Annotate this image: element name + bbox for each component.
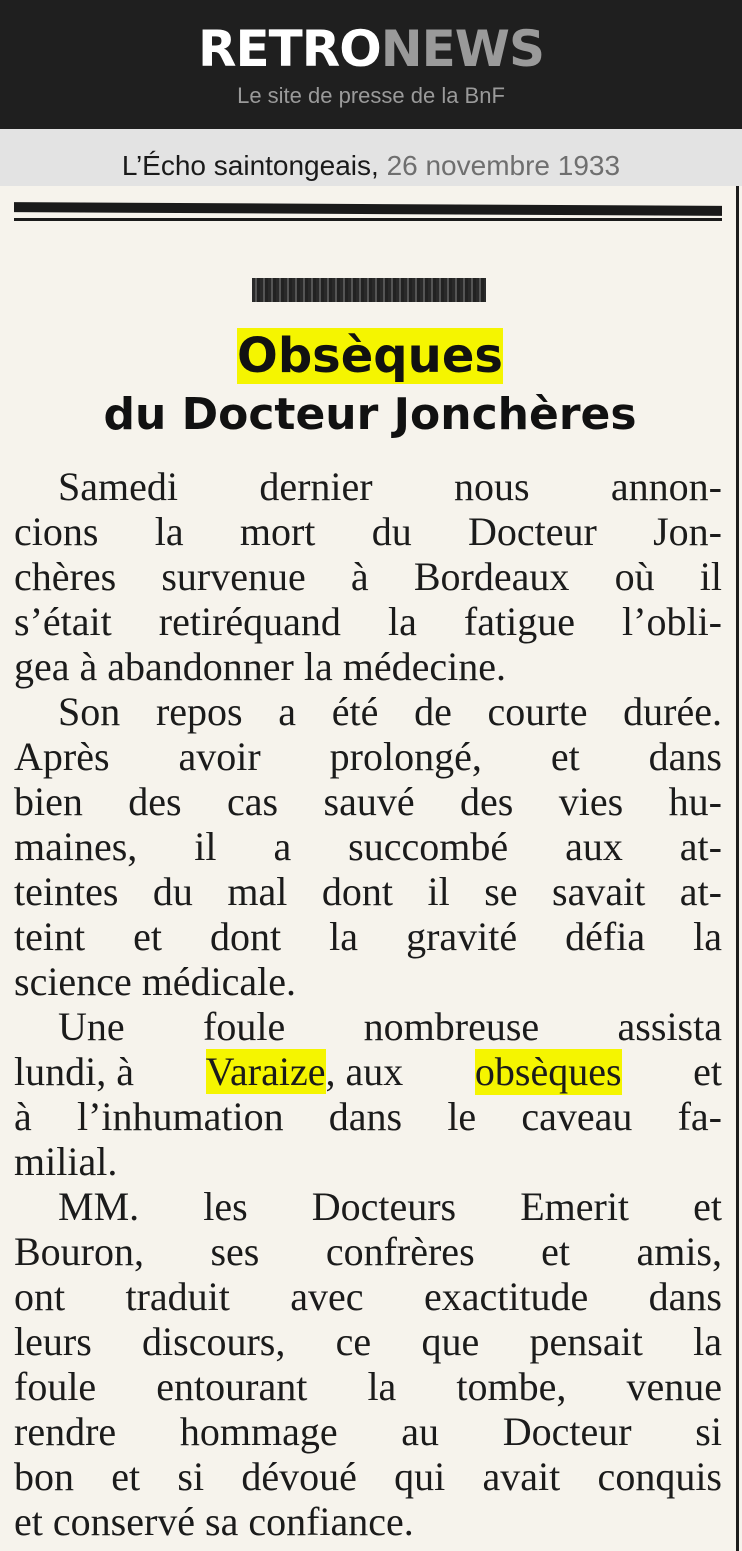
text-line: teint et dont la gravité défia la	[14, 914, 722, 959]
text-line: MM. les Docteurs Emerit et	[58, 1184, 722, 1229]
text-line: Samedi dernier nous annon-	[58, 464, 722, 509]
text-line: bon et si dévoué qui avait conquis	[14, 1454, 722, 1499]
top-rule-thick	[14, 202, 722, 216]
text-line: Son repos a été de courte durée.	[58, 689, 722, 734]
text-line: Après avoir prolongé, et dans	[14, 734, 722, 779]
section-ornament	[252, 278, 486, 302]
text-line: rendre hommage au Docteur si	[14, 1409, 722, 1454]
newspaper-scan	[0, 186, 742, 1551]
highlight-varaize: Varaize	[205, 1049, 326, 1094]
text-line: leurs discours, ce que pensait la	[14, 1319, 722, 1364]
article-title	[0, 326, 740, 386]
site-tagline: Le site de presse de la BnF	[237, 83, 505, 108]
text-line: Bouron, ses confrères et amis,	[14, 1229, 722, 1274]
text-line: teintes du mal dont il se savait at-	[14, 869, 722, 914]
text-line: milial.	[14, 1139, 118, 1184]
text-line-highlighted	[14, 1049, 722, 1095]
text-line: Une foule nombreuse assista	[58, 1004, 722, 1049]
logo-news: NEWS	[380, 20, 544, 78]
text-line: à l’inhumation dans le caveau fa-	[14, 1094, 722, 1139]
highlight-obseques: obsèques	[474, 1049, 622, 1094]
logo-retro: RETRO	[198, 20, 381, 78]
article-subtitle: du Docteur Jonchères	[103, 389, 637, 440]
text-line: cions la mort du Docteur Jon-	[14, 509, 722, 554]
text-line: et conservé sa confiance.	[14, 1499, 414, 1544]
title-highlight: Obsèques	[237, 328, 503, 384]
top-rule-thin	[14, 218, 722, 221]
text-line: ont traduit avec exactitude dans	[14, 1274, 722, 1319]
retronews-logo[interactable]	[0, 22, 742, 76]
text-fragment: et	[693, 1049, 722, 1094]
publication-date: 26 novembre 1933	[386, 150, 621, 181]
text-line: s’était retiréquand la fatigue l’obli-	[14, 599, 722, 644]
text-line: science médicale.	[14, 959, 297, 1004]
text-line: chères survenue à Bordeaux où il	[14, 554, 722, 599]
search-hit-varaize	[206, 1049, 404, 1095]
text-line: foule entourant la tombe, venue	[14, 1364, 722, 1409]
text-line: gea à abandonner la médecine.	[14, 644, 506, 689]
text-fragment: lundi, à	[14, 1049, 134, 1094]
newspaper-name: L’Écho saintongeais,	[121, 150, 379, 181]
text-line: maines, il a succombé aux at-	[14, 824, 722, 869]
site-header	[0, 0, 742, 129]
text-fragment: , aux	[325, 1049, 404, 1094]
text-line: bien des cas sauvé des vies hu-	[14, 779, 722, 824]
source-bar	[0, 129, 742, 186]
